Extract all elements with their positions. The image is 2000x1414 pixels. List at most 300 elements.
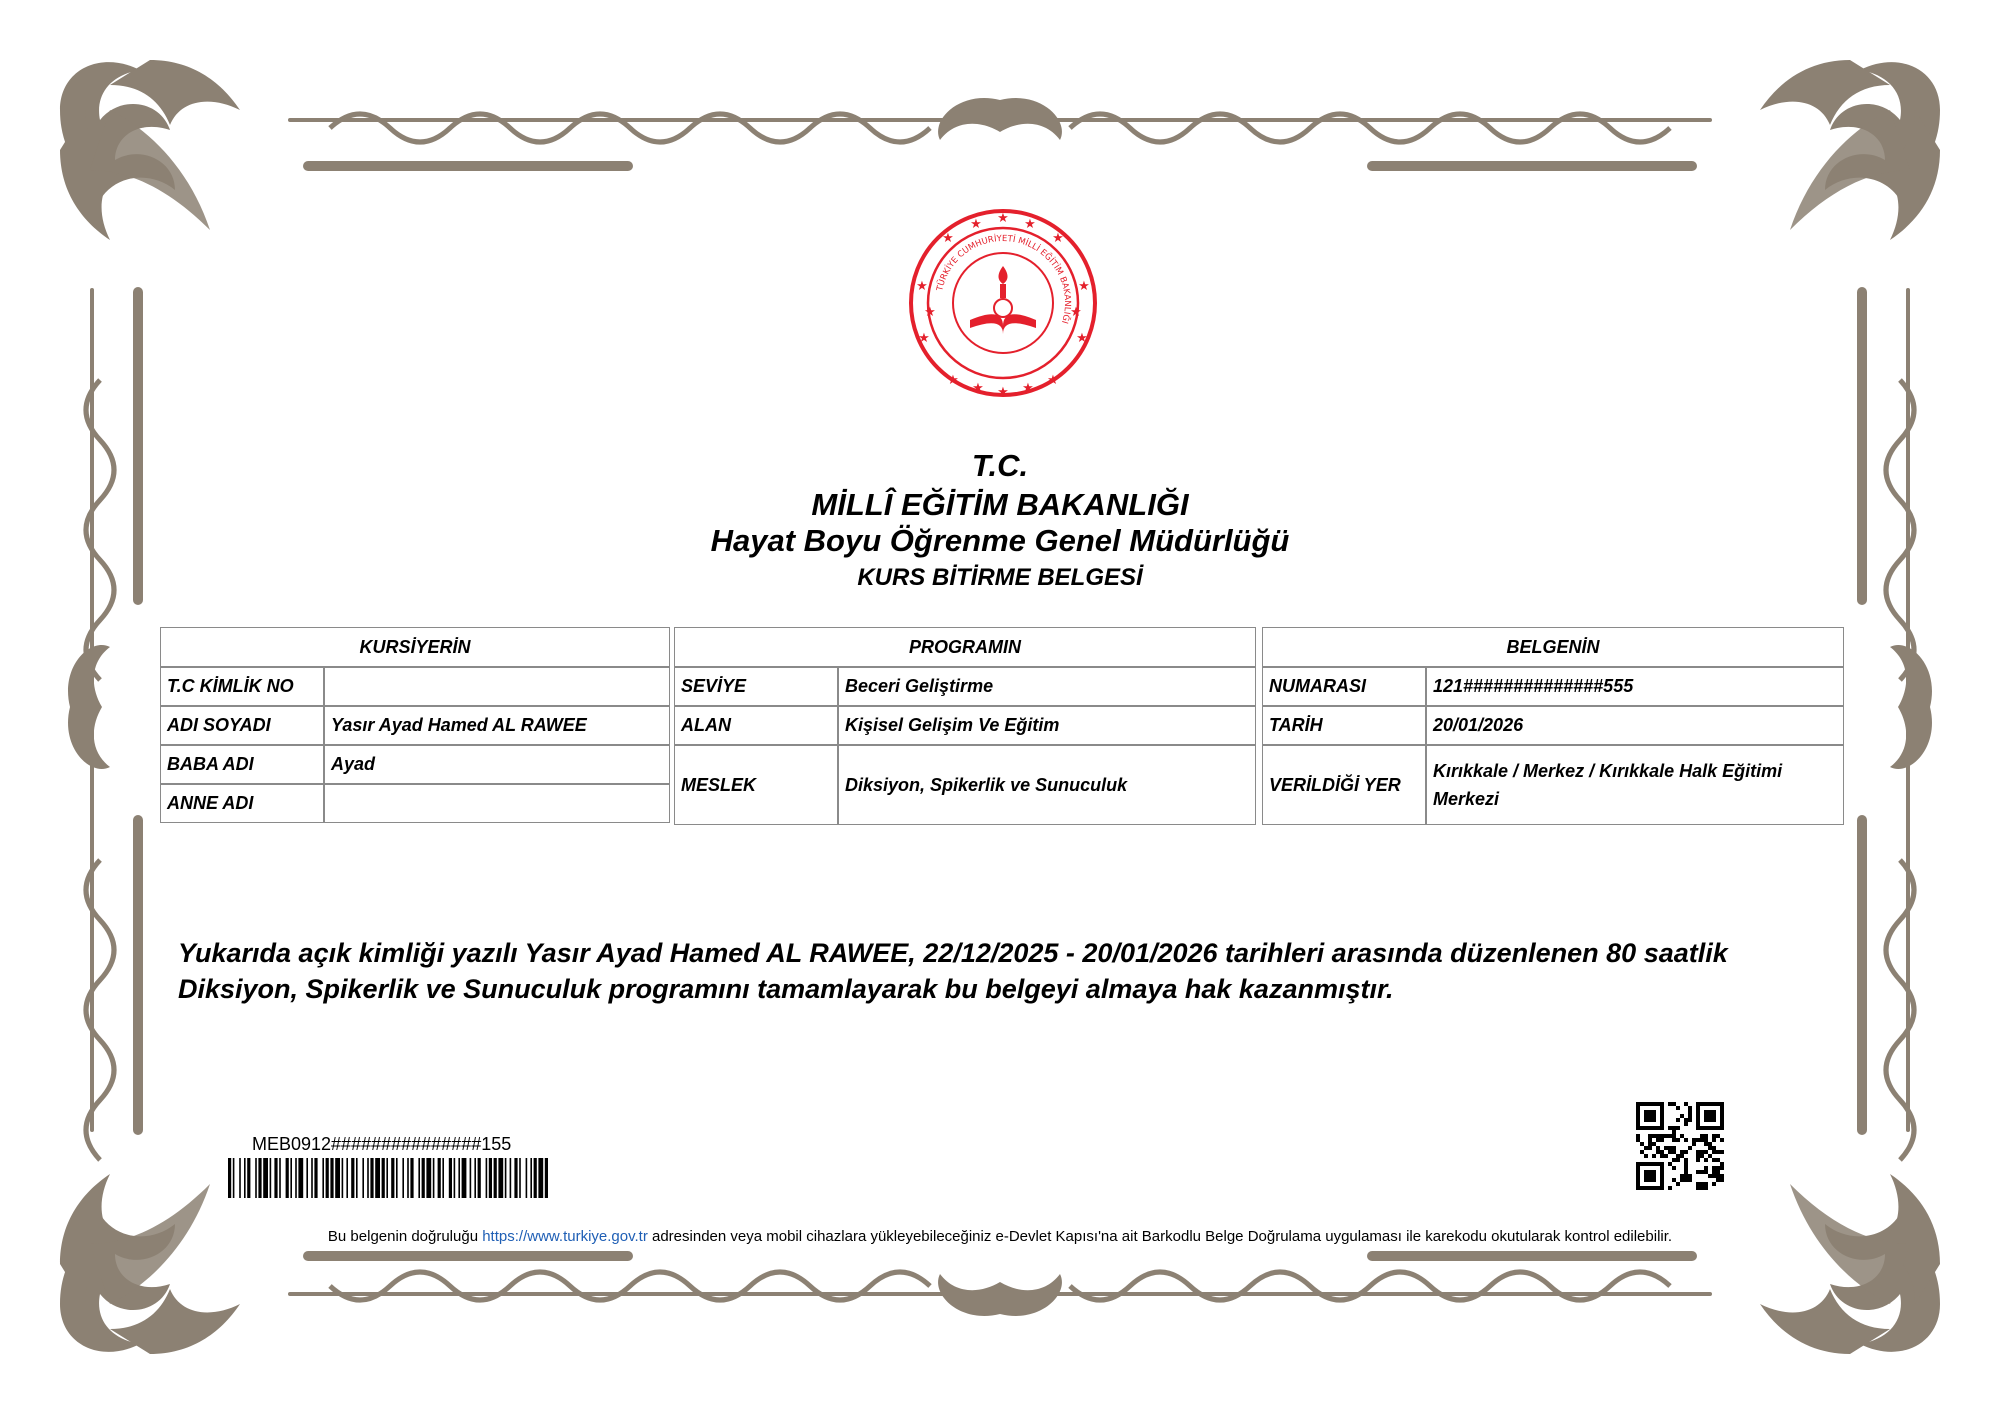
qr-module (1696, 1154, 1700, 1158)
barcode-bar (306, 1158, 308, 1198)
barcode-bar (510, 1158, 512, 1198)
barcode-bar (233, 1158, 235, 1198)
barcode-bar (442, 1158, 444, 1198)
qr-module (1668, 1126, 1672, 1130)
document-table (1262, 627, 1844, 825)
qr-module (1716, 1158, 1720, 1162)
barcode-bar (526, 1158, 528, 1198)
program-table (674, 627, 1256, 825)
qr-module (1700, 1182, 1704, 1186)
table-row (674, 667, 1256, 706)
number-value: 121##############555 (1426, 667, 1844, 706)
barcode-bar (438, 1158, 441, 1198)
qr-module (1660, 1118, 1664, 1122)
svg-text:★: ★ (1052, 231, 1064, 246)
qr-module (1708, 1110, 1712, 1114)
barcode-bar (489, 1158, 492, 1198)
qr-module (1720, 1122, 1724, 1126)
qr-module (1676, 1138, 1680, 1142)
svg-text:★: ★ (997, 211, 1009, 226)
barcode-bar (519, 1158, 521, 1198)
qr-module (1648, 1174, 1652, 1178)
barcode-bar (486, 1158, 488, 1198)
qr-module (1676, 1126, 1680, 1130)
qr-module (1700, 1150, 1704, 1154)
qr-module (1652, 1178, 1656, 1182)
qr-module (1716, 1102, 1720, 1106)
barcode-bar (418, 1158, 420, 1198)
qr-module (1696, 1150, 1700, 1154)
barcode-bar (382, 1158, 385, 1198)
level-label: SEVİYE (674, 667, 838, 706)
issued-place-value: Kırıkkale / Merkez / Kırıkkale Halk Eğitimi Merkezi (1426, 745, 1844, 825)
qr-module (1720, 1150, 1724, 1154)
qr-module (1684, 1174, 1688, 1178)
date-value: 20/01/2026 (1426, 706, 1844, 745)
name-label: ADI SOYADI (160, 706, 324, 745)
qr-module (1660, 1154, 1664, 1158)
barcode-bar (478, 1158, 481, 1198)
qr-module (1680, 1150, 1684, 1154)
qr-module (1660, 1102, 1664, 1106)
table-row (1262, 667, 1844, 706)
qr-module (1720, 1138, 1724, 1142)
qr-module (1636, 1102, 1640, 1106)
table-row (1262, 745, 1844, 825)
barcode-bar (514, 1158, 517, 1198)
qr-module (1660, 1134, 1664, 1138)
qr-module (1680, 1178, 1684, 1182)
table-row (160, 745, 670, 784)
qr-module (1652, 1174, 1656, 1178)
svg-text:★: ★ (972, 381, 984, 396)
qr-module (1660, 1114, 1664, 1118)
qr-module (1712, 1174, 1716, 1178)
qr-module (1636, 1106, 1640, 1110)
barcode-bar (286, 1158, 289, 1198)
qr-module (1716, 1174, 1720, 1178)
barcode-bar (433, 1158, 435, 1198)
heading-certificate-title: KURS BİTİRME BELGESİ (857, 564, 1143, 591)
qr-module (1696, 1110, 1700, 1114)
qr-module (1676, 1182, 1680, 1186)
barcode-bar (538, 1158, 543, 1198)
qr-module (1636, 1170, 1640, 1174)
qr-module (1720, 1102, 1724, 1106)
tc-id-value (324, 667, 670, 706)
qr-module (1704, 1150, 1708, 1154)
qr-module (1684, 1150, 1688, 1154)
svg-text:★: ★ (916, 279, 928, 294)
qr-module (1656, 1150, 1660, 1154)
qr-module (1672, 1166, 1676, 1170)
qr-module (1636, 1134, 1640, 1138)
barcode-bar (290, 1158, 292, 1198)
qr-module (1712, 1110, 1716, 1114)
barcode-bar (545, 1158, 548, 1198)
qr-module (1708, 1118, 1712, 1122)
qr-module (1644, 1126, 1648, 1130)
qr-module (1708, 1142, 1712, 1146)
qr-module (1672, 1130, 1676, 1134)
svg-text:★: ★ (924, 305, 936, 320)
verification-text-after: adresinden veya mobil cihazlara yükleyebileceğiniz e-Devlet Kapısı'na ait Barkodlu Belge Doğrulama uygulaması ile karekodu okutularak kontrol edilebilir. (647, 1228, 1673, 1245)
father-name-label: BABA ADI (160, 745, 324, 784)
qr-module (1684, 1102, 1688, 1106)
name-value: Yasır Ayad Hamed AL RAWEE (324, 706, 670, 745)
qr-module (1648, 1110, 1652, 1114)
qr-module (1720, 1114, 1724, 1118)
qr-module (1668, 1102, 1672, 1106)
qr-module (1644, 1146, 1648, 1150)
qr-module (1684, 1158, 1688, 1162)
barcode-bar (270, 1158, 272, 1198)
qr-module (1704, 1170, 1708, 1174)
barcode-bar (362, 1158, 364, 1198)
qr-module (1652, 1134, 1656, 1138)
qr-module (1636, 1178, 1640, 1182)
qr-module (1696, 1126, 1700, 1130)
qr-module (1688, 1178, 1692, 1182)
svg-text:★: ★ (1076, 331, 1088, 346)
barcode-bar (530, 1158, 532, 1198)
qr-module (1696, 1182, 1700, 1186)
qr-module (1672, 1138, 1676, 1142)
qr-module (1656, 1138, 1660, 1142)
qr-module (1644, 1154, 1648, 1158)
qr-module (1668, 1134, 1672, 1138)
qr-module (1704, 1114, 1708, 1118)
qr-module (1696, 1114, 1700, 1118)
program-table-heading: PROGRAMIN (674, 627, 1256, 667)
qr-module (1692, 1142, 1696, 1146)
qr-module (1696, 1118, 1700, 1122)
qr-module (1696, 1106, 1700, 1110)
qr-module (1664, 1134, 1668, 1138)
qr-module (1644, 1178, 1648, 1182)
qr-module (1652, 1154, 1656, 1158)
qr-module (1660, 1122, 1664, 1126)
qr-module (1708, 1154, 1712, 1158)
qr-module (1636, 1166, 1640, 1170)
qr-module (1712, 1138, 1716, 1142)
verification-text-before: Bu belgenin doğruluğu (327, 1228, 483, 1245)
barcode-bar (410, 1158, 413, 1198)
qr-module (1720, 1162, 1724, 1166)
qr-module (1636, 1162, 1640, 1166)
barcode-bar (474, 1158, 476, 1198)
qr-module (1648, 1170, 1652, 1174)
qr-module (1712, 1182, 1716, 1186)
qr-module (1656, 1134, 1660, 1138)
qr-module (1672, 1158, 1676, 1162)
number-label: NUMARASI (1262, 667, 1426, 706)
document-table-heading: BELGENİN (1262, 627, 1844, 667)
table-row (674, 706, 1256, 745)
qr-module (1712, 1150, 1716, 1154)
qr-module (1660, 1110, 1664, 1114)
qr-module (1672, 1150, 1676, 1154)
barcode-bar (505, 1158, 507, 1198)
qr-module (1648, 1178, 1652, 1182)
qr-module (1644, 1114, 1648, 1118)
svg-text:★: ★ (1078, 279, 1090, 294)
qr-module (1636, 1122, 1640, 1126)
qr-module (1676, 1106, 1680, 1110)
qr-module (1656, 1126, 1660, 1130)
barcode-bar (322, 1158, 324, 1198)
qr-module (1660, 1182, 1664, 1186)
qr-module (1696, 1102, 1700, 1106)
table-row (160, 667, 670, 706)
qr-module (1688, 1106, 1692, 1110)
qr-module (1644, 1110, 1648, 1114)
qr-module (1716, 1170, 1720, 1174)
qr-module (1640, 1186, 1644, 1190)
qr-module (1688, 1118, 1692, 1122)
qr-module (1668, 1150, 1672, 1154)
level-value: Beceri Geliştirme (838, 667, 1256, 706)
svg-text:TÜRKİYE CUMHURİYETİ MİLLİ EĞİT: TÜRKİYE CUMHURİYETİ MİLLİ EĞİTİM BAKANLIĞI (935, 233, 1073, 325)
barcode-bar (330, 1158, 333, 1198)
barcode-bar (498, 1158, 503, 1198)
barcode-bar (295, 1158, 297, 1198)
qr-module (1720, 1178, 1724, 1182)
barcode-bar (356, 1158, 358, 1198)
barcode-bar (462, 1158, 467, 1198)
qr-module (1648, 1134, 1652, 1138)
issued-place-label: VERİLDİĞİ YER (1262, 745, 1426, 825)
qr-module (1720, 1106, 1724, 1110)
qr-module (1704, 1182, 1708, 1186)
qr-module (1692, 1138, 1696, 1142)
qr-module (1636, 1186, 1640, 1190)
qr-module (1700, 1126, 1704, 1130)
qr-module (1644, 1170, 1648, 1174)
barcode-bar (342, 1158, 344, 1198)
qr-module (1640, 1142, 1644, 1146)
qr-module (1668, 1186, 1672, 1190)
qr-module (1664, 1146, 1668, 1150)
barcode-bar (402, 1158, 404, 1198)
barcode-bar (314, 1158, 317, 1198)
qr-module (1708, 1126, 1712, 1130)
barcode-bar (367, 1158, 369, 1198)
qr-module (1688, 1174, 1692, 1178)
qr-module (1704, 1186, 1708, 1190)
qr-module (1708, 1146, 1712, 1150)
qr-module (1652, 1114, 1656, 1118)
father-name-value: Ayad (324, 745, 670, 784)
barcode-bar (386, 1158, 388, 1198)
barcode-bar (396, 1158, 398, 1198)
qr-module (1680, 1174, 1684, 1178)
qr-module (1640, 1162, 1644, 1166)
qr-module (1684, 1170, 1688, 1174)
qr-module (1652, 1142, 1656, 1146)
qr-module (1700, 1102, 1704, 1106)
heading-directorate: Hayat Boyu Öğrenme Genel Müdürlüğü (710, 523, 1290, 558)
qr-module (1688, 1114, 1692, 1118)
qr-module (1700, 1154, 1704, 1158)
qr-module (1672, 1146, 1676, 1150)
barcode-bar (274, 1158, 277, 1198)
qr-module (1648, 1102, 1652, 1106)
barcode-bar (449, 1158, 452, 1198)
qr-module (1712, 1158, 1716, 1162)
qr-module (1684, 1138, 1688, 1142)
qr-module (1652, 1110, 1656, 1114)
qr-module (1656, 1102, 1660, 1106)
qr-module (1660, 1138, 1664, 1142)
qr-module (1684, 1178, 1688, 1182)
qr-module (1720, 1118, 1724, 1122)
qr-module (1636, 1114, 1640, 1118)
trainee-table-heading: KURSİYERİN (160, 627, 670, 667)
qr-module (1700, 1170, 1704, 1174)
svg-text:★: ★ (947, 373, 959, 388)
qr-module (1660, 1166, 1664, 1170)
profession-label: MESLEK (674, 745, 838, 825)
qr-module (1652, 1118, 1656, 1122)
trainee-table (160, 627, 670, 823)
qr-module (1636, 1182, 1640, 1186)
qr-module (1712, 1146, 1716, 1150)
barcode-bar (351, 1158, 354, 1198)
qr-module (1712, 1102, 1716, 1106)
barcode-bar (244, 1158, 246, 1198)
profession-value: Diksiyon, Spikerlik ve Sunuculuk (838, 745, 1256, 825)
qr-module (1660, 1162, 1664, 1166)
tc-id-label: T.C KİMLİK NO (160, 667, 324, 706)
barcode-bar (422, 1158, 425, 1198)
qr-module (1684, 1122, 1688, 1126)
table-row (1262, 706, 1844, 745)
svg-text:★: ★ (1022, 381, 1034, 396)
qr-module (1696, 1122, 1700, 1126)
qr-module (1644, 1102, 1648, 1106)
barcode-bar (311, 1158, 313, 1198)
barcode-bar (370, 1158, 373, 1198)
qr-module (1636, 1110, 1640, 1114)
qr-module (1720, 1110, 1724, 1114)
table-row (160, 784, 670, 823)
qr-module (1696, 1170, 1700, 1174)
qr-module (1700, 1186, 1704, 1190)
barcode-bar (494, 1158, 497, 1198)
qr-module (1652, 1170, 1656, 1174)
qr-module (1668, 1146, 1672, 1150)
svg-text:★: ★ (997, 385, 1009, 398)
barcode-bar (263, 1158, 268, 1198)
verification-note (0, 1228, 2000, 1245)
certificate-statement: Yukarıda açık kimliği yazılı Yasır Ayad Hamed AL RAWEE, 22/12/2025 - 20/01/2026 tarihleri arasında düzenlenen 80 saatlik Diksiyon, Spikerlik ve Sunuculuk programını tamamlayarak bu belgeyi almaya hak kazanmıştır. (178, 938, 1728, 1004)
qr-module (1660, 1150, 1664, 1154)
mother-name-value (324, 784, 670, 823)
heading-ministry: MİLLÎ EĞİTİM BAKANLIĞI (811, 487, 1189, 522)
qr-module (1648, 1142, 1652, 1146)
qr-module (1688, 1146, 1692, 1150)
qr-module (1700, 1134, 1704, 1138)
qr-module (1644, 1162, 1648, 1166)
field-value: Kişisel Gelişim Ve Eğitim (838, 706, 1256, 745)
qr-module (1704, 1138, 1708, 1142)
qr-module (1656, 1186, 1660, 1190)
barcode-bar (391, 1158, 394, 1198)
barcode-bar (228, 1158, 231, 1198)
table-row (160, 706, 670, 745)
qr-module (1684, 1118, 1688, 1122)
qr-module (1648, 1162, 1652, 1166)
qr-module (1672, 1126, 1676, 1130)
barcode-bar (239, 1158, 241, 1198)
qr-module (1676, 1158, 1680, 1162)
qr-module (1648, 1118, 1652, 1122)
qr-module (1656, 1162, 1660, 1166)
qr-module (1708, 1102, 1712, 1106)
qr-module (1676, 1154, 1680, 1158)
barcode-code: MEB0912###############155 (252, 1134, 512, 1154)
heading-tc: T.C. (971, 448, 1029, 483)
ministry-seal-icon (908, 208, 1098, 398)
svg-text:★: ★ (1047, 373, 1059, 388)
barcode-bar (247, 1158, 250, 1198)
qr-module (1696, 1186, 1700, 1190)
qr-module (1676, 1118, 1680, 1122)
qr-module (1672, 1134, 1676, 1138)
qr-module (1652, 1162, 1656, 1166)
qr-module (1720, 1166, 1724, 1170)
qr-module (1704, 1166, 1708, 1170)
qr-module (1644, 1174, 1648, 1178)
mother-name-label: ANNE ADI (160, 784, 324, 823)
qr-code (1636, 1102, 1724, 1190)
qr-module (1684, 1162, 1688, 1166)
barcode-bar (258, 1158, 261, 1198)
qr-module (1660, 1126, 1664, 1130)
barcode-bar (407, 1158, 409, 1198)
qr-module (1712, 1114, 1716, 1118)
qr-module (1680, 1114, 1684, 1118)
qr-module (1648, 1146, 1652, 1150)
date-label: TARİH (1262, 706, 1426, 745)
barcode-bar (279, 1158, 281, 1198)
barcode (228, 1158, 548, 1200)
qr-module (1708, 1114, 1712, 1118)
qr-module (1712, 1166, 1716, 1170)
qr-module (1644, 1118, 1648, 1122)
qr-module (1636, 1138, 1640, 1142)
verification-link[interactable]: https://www.turkiye.gov.tr (482, 1228, 648, 1245)
qr-module (1660, 1178, 1664, 1182)
qr-module (1652, 1126, 1656, 1130)
qr-module (1636, 1118, 1640, 1122)
barcode-bar (458, 1158, 460, 1198)
qr-module (1648, 1114, 1652, 1118)
qr-module (1716, 1126, 1720, 1130)
barcode-bar (335, 1158, 340, 1198)
barcode-bar (255, 1158, 257, 1198)
qr-module (1636, 1126, 1640, 1130)
qr-module (1696, 1138, 1700, 1142)
qr-module (1636, 1174, 1640, 1178)
qr-module (1672, 1178, 1676, 1182)
qr-module (1660, 1174, 1664, 1178)
qr-module (1652, 1102, 1656, 1106)
qr-module (1652, 1186, 1656, 1190)
qr-module (1712, 1170, 1716, 1174)
qr-module (1640, 1102, 1644, 1106)
